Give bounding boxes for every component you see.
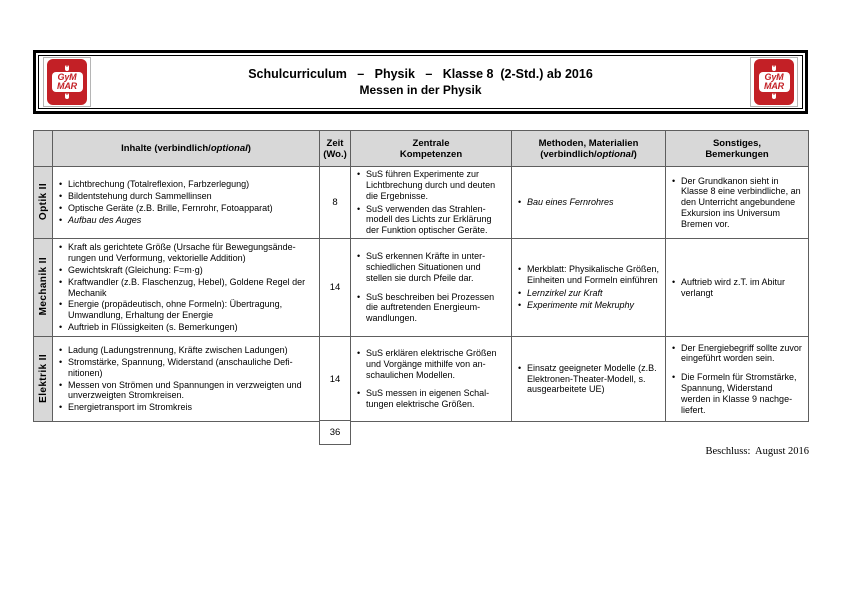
- bullet-dot: •: [357, 169, 361, 180]
- sonstiges-cell: [666, 239, 809, 337]
- bullet-item: • Experimente mit Mekruphy: [518, 300, 635, 311]
- row-label-elektrik: Elektrik II: [37, 353, 49, 403]
- bullet-dot: •: [59, 191, 63, 202]
- bullet-dot: •: [357, 203, 361, 214]
- logo-plate: [759, 72, 790, 92]
- bullet-item: • Auftrieb wird z.T. im Abitur verlangt: [672, 276, 786, 298]
- bullet-item: • Kraft als gerichtete Größe (Ursache für Bewegungsänderungen und Verformung, vektorielle Addition): [59, 242, 296, 264]
- bullet-item: • Lichtbrechung (Totalreflexion, Farbzerlegung): [59, 179, 250, 190]
- inhalte-cell: [53, 337, 320, 422]
- bullet-dot: •: [672, 175, 676, 186]
- bullet-dot: •: [357, 388, 361, 399]
- logo-top-glyph: *: [772, 65, 776, 71]
- bullet-item: • Optische Geräte (z.B. Brille, Fernrohr, Fotoapparat): [59, 203, 273, 213]
- logo-text-line1: GyM: [57, 72, 77, 82]
- bullet-dot: •: [672, 372, 676, 383]
- row-label-cell: [34, 239, 53, 337]
- bullet-dot: •: [59, 214, 63, 225]
- methoden-cell: [512, 337, 666, 422]
- logo-text-line2: MAR: [764, 81, 784, 91]
- row-label-cell: [34, 167, 53, 239]
- col-header-sonstiges: Sonstiges, Bemerkungen: [666, 131, 809, 167]
- row-label-cell: [34, 337, 53, 422]
- bullet-item: • Die Formeln für Stromstärke, Spannung, Widerstand werden in Klasse 9 nachgeliefert.: [672, 372, 797, 415]
- bullet-dot: •: [672, 342, 676, 353]
- logo-bottom-glyph: *: [65, 93, 69, 99]
- header-box: [33, 50, 808, 114]
- bullet-dot: •: [357, 348, 361, 358]
- footer-note: Beschluss: August 2016: [705, 446, 809, 457]
- col-header-zeit: Zeit (Wo.): [320, 131, 351, 167]
- bullet-dot: •: [518, 263, 522, 274]
- bullet-item: • SuS erkennen Kräfte in unterschiedlichen Situationen und stellen sie durch Pfeile dar.: [357, 251, 486, 283]
- table-row-optik: [34, 167, 809, 239]
- logo-plate: [52, 72, 83, 92]
- bullet-item: • Stromstärke, Spannung, Widerstand (anschauliche Definitionen): [59, 356, 293, 378]
- total-weeks: 36: [319, 420, 351, 445]
- row-label-optik: Optik II: [37, 182, 49, 221]
- bullet-item: • Ladung (Ladungstrennung, Kräfte zwischen Ladungen): [59, 345, 288, 356]
- bullet-dot: •: [59, 402, 63, 413]
- methoden-cell: [512, 239, 666, 337]
- zeit-value: 14: [320, 239, 351, 337]
- methoden-cell: [512, 167, 666, 239]
- sonstiges-cell: [666, 337, 809, 422]
- header-titles: [95, 67, 746, 97]
- bullet-dot: •: [59, 299, 63, 310]
- bullet-item: • Einsatz geeigneter Modelle (z.B. Elektronen-Theater-Modell, s. ausgearbeitete UE): [518, 362, 657, 395]
- sonstiges-cell: [666, 167, 809, 239]
- bullet-item: • SuS führen Experimente zur Lichtbrechung durch und deuten die Ergebnisse.: [357, 169, 496, 201]
- bullet-dot: •: [672, 276, 676, 287]
- col-header-empty: [34, 131, 53, 167]
- kompetenzen-cell: [351, 337, 512, 422]
- bullet-dot: •: [59, 242, 63, 253]
- logo-text-line2: MAR: [57, 81, 77, 91]
- bullet-dot: •: [518, 362, 522, 373]
- bullet-dot: •: [59, 203, 63, 213]
- bullet-item: • Der Grundkanon sieht in Klasse 8 eine verbindliche, an den Unterricht angebundene Exkursion ins Universum Bremen vor.: [672, 175, 801, 229]
- bullet-dot: •: [59, 276, 63, 287]
- gymmar-logo-icon: [754, 59, 794, 105]
- bullet-item: • Merkblatt: Physikalische Größen, Einheiten und Formeln einführen: [518, 263, 660, 285]
- bullet-dot: •: [59, 345, 63, 356]
- bullet-dot: •: [518, 287, 522, 298]
- bullet-dot: •: [59, 379, 63, 390]
- bullet-dot: •: [59, 179, 63, 190]
- bullet-item: • Energie (propädeutisch, ohne Formeln): Übertragung, Umwandlung, Erhaltung der Energie: [59, 299, 283, 321]
- bullet-item: • Der Energiebegriff sollte zuvor eingeführt worden sein.: [672, 342, 802, 364]
- bullet-dot: •: [59, 321, 63, 332]
- bullet-item: • Auftrieb in Flüssigkeiten (s. Bemerkungen): [59, 321, 238, 332]
- bullet-dot: •: [357, 291, 361, 302]
- col-header-inhalte: Inhalte (verbindlich/optional): [53, 131, 320, 167]
- page-title: Schulcurriculum – Physik – Klasse 8 (2-Std.) ab 2016: [248, 67, 593, 81]
- table-row-mechanik: [34, 239, 809, 337]
- bullet-item: • Messen von Strömen und Spannungen in verzweigten und unverzweigten Stromkreisen.: [59, 379, 302, 401]
- bullet-item: • SuS verwenden das Strahlenmodell des Lichts zur Erklärung der Funktion optischer Geräte.: [357, 203, 492, 236]
- bullet-item: • Bildentstehung durch Sammellinsen: [59, 191, 212, 202]
- school-logo-left: [43, 57, 91, 107]
- bullet-item: • Energietransport im Stromkreis: [59, 402, 193, 413]
- bullet-dot: •: [59, 264, 63, 275]
- bullet-item: • Gewichtskraft (Gleichung: F=m·g): [59, 264, 203, 275]
- bullet-dot: •: [518, 300, 522, 311]
- zeit-value: 14: [320, 337, 351, 422]
- bullet-item: • SuS erklären elektrische Größen und Vorgänge mithilfe von anschaulichen Modellen.: [357, 348, 497, 380]
- table-row-elektrik: [34, 337, 809, 422]
- inhalte-cell: [53, 167, 320, 239]
- bullet-dot: •: [518, 197, 522, 208]
- page-subtitle: Messen in der Physik: [359, 83, 482, 97]
- bullet-item: • SuS messen in eigenen Schaltungen elektrische Größen.: [357, 388, 490, 410]
- kompetenzen-cell: [351, 239, 512, 337]
- logo-text-line1: GyM: [764, 72, 784, 82]
- bullet-item: • SuS beschreiben bei Prozessen die auftretenden Energieumwandlungen.: [357, 291, 495, 324]
- bullet-dot: •: [59, 356, 63, 367]
- bullet-item: • Lernzirkel zur Kraft: [518, 287, 603, 298]
- row-label-mechanik: Mechanik II: [37, 257, 49, 316]
- header-inner: [38, 55, 803, 109]
- school-logo-right: [750, 57, 798, 107]
- inhalte-cell: [53, 239, 320, 337]
- bullet-item: • Aufbau des Auges: [59, 214, 142, 225]
- table-header-row: [34, 131, 809, 167]
- kompetenzen-cell: [351, 167, 512, 239]
- col-header-methoden: Methoden, Materialien (verbindlich/optional): [512, 131, 666, 167]
- bullet-item: • Bau eines Fernrohres: [518, 197, 614, 208]
- logo-bottom-glyph: *: [772, 93, 776, 99]
- bullet-dot: •: [357, 251, 361, 262]
- zeit-value: 8: [320, 167, 351, 239]
- logo-top-glyph: *: [65, 65, 69, 71]
- bullet-item: • Kraftwandler (z.B. Flaschenzug, Hebel), Goldene Regel der Mechanik: [59, 276, 306, 298]
- curriculum-table: [33, 130, 809, 422]
- gymmar-logo-icon: [47, 59, 87, 105]
- col-header-kompetenzen: Zentrale Kompetenzen: [351, 131, 512, 167]
